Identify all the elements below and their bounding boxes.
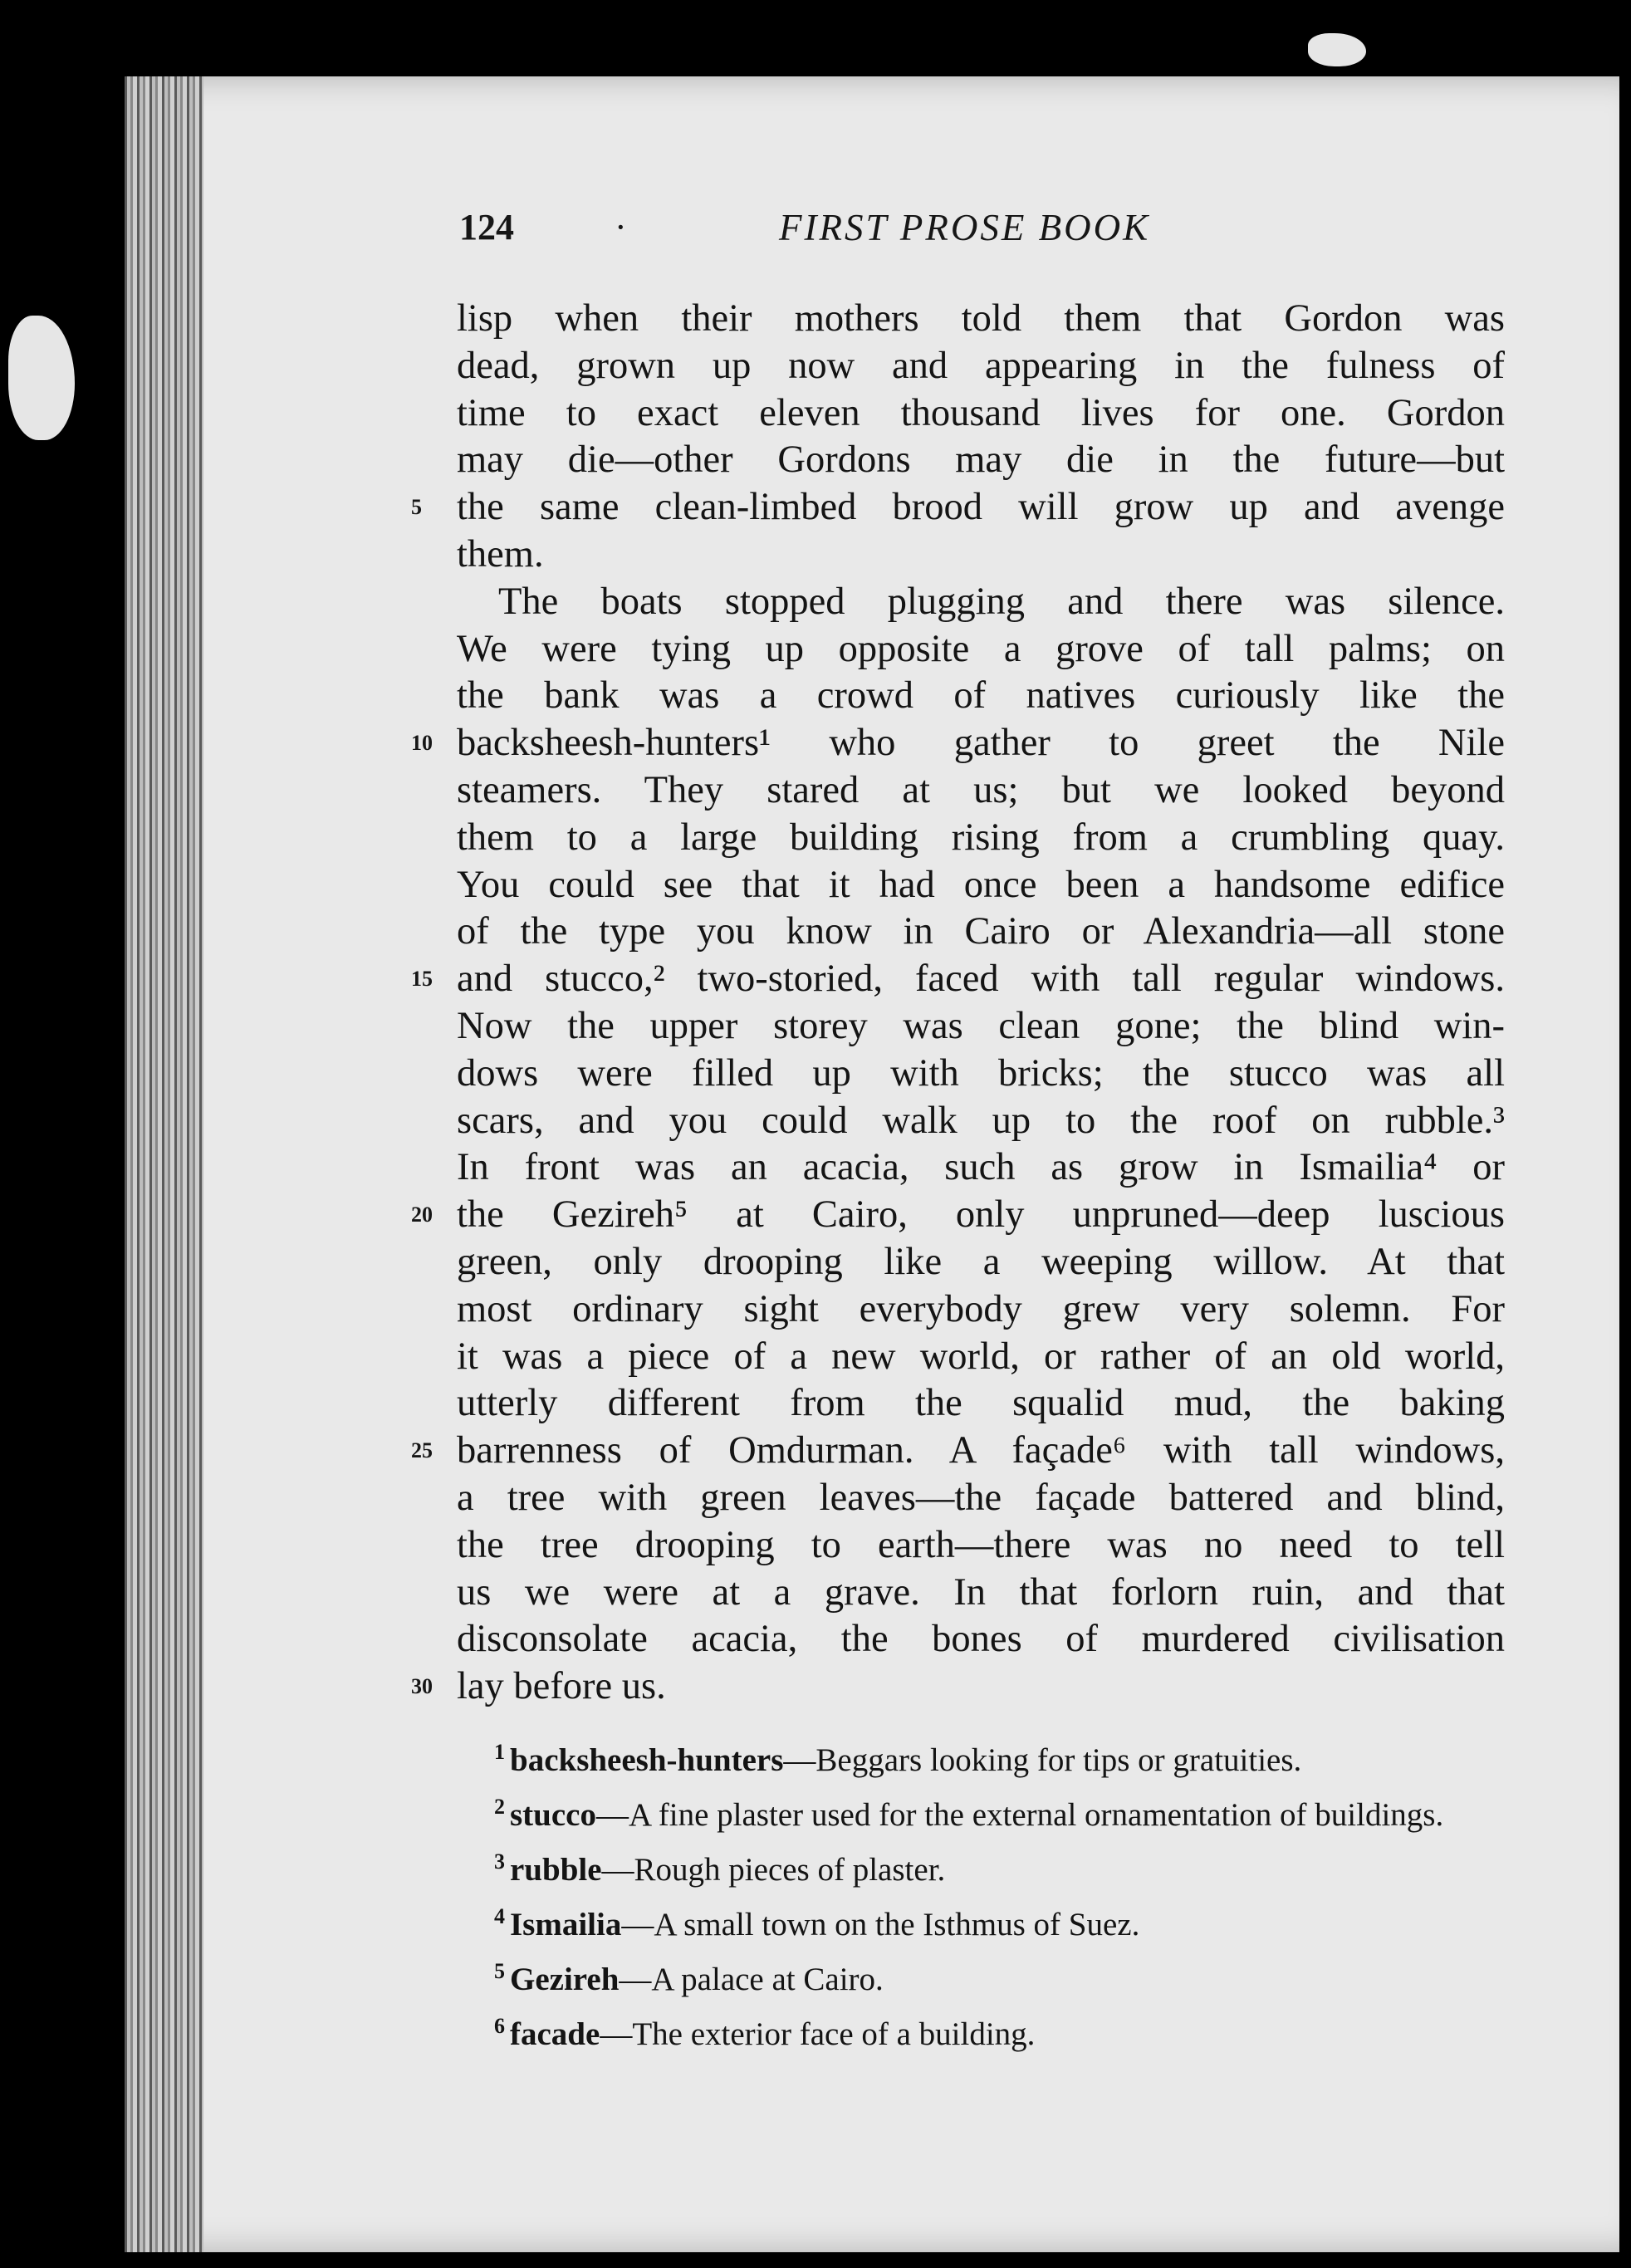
text-line <box>457 390 1505 438</box>
footnote <box>457 1736 1505 1777</box>
text-line <box>457 909 1505 956</box>
footnote-number: 4 <box>494 1904 505 1928</box>
text-line <box>457 1098 1505 1145</box>
text-line <box>457 343 1505 390</box>
line-text: the bank was a crowd of natives curiously like the <box>457 674 1505 718</box>
footnote-text: —Rough pieces of plaster. <box>601 1852 946 1888</box>
footnote <box>457 1955 1505 1996</box>
line-text: and stucco,² two-storied, faced with tall regular windows. <box>457 958 1505 1001</box>
text-line <box>411 956 1505 1003</box>
footnote <box>457 2010 1505 2051</box>
footnote-number: 1 <box>494 1740 505 1764</box>
line-text: disconsolate acacia, the bones of murdered civilisation <box>457 1618 1505 1661</box>
line-text: The boats stopped plugging and there was silence. <box>498 580 1505 623</box>
footnote-term: Gezireh <box>510 1962 620 1997</box>
footnote <box>457 1900 1505 1942</box>
line-number: 20 <box>411 1203 433 1227</box>
line-text: it was a piece of a new world, or rather of an old world, <box>457 1335 1505 1378</box>
text-line <box>457 1239 1505 1286</box>
text-line <box>411 1663 1505 1711</box>
footnotes <box>457 1736 1505 2065</box>
footnote-text: —A palace at Cairo. <box>619 1962 884 1997</box>
text-line <box>411 484 1505 531</box>
footnote-number: 6 <box>494 2014 505 2038</box>
text-line <box>457 673 1505 720</box>
footnote-term: facade <box>510 2016 600 2052</box>
text-line <box>457 1616 1505 1663</box>
line-text: backsheesh-hunters¹ who gather to greet the Nile <box>457 722 1505 765</box>
line-text: may die—other Gordons may die in the future—but <box>457 438 1505 482</box>
line-text: us we were at a grave. In that forlorn ruin, and that <box>457 1570 1505 1614</box>
text-line <box>457 1286 1505 1334</box>
line-text: lisp when their mothers told them that Gordon was <box>457 297 1505 340</box>
paper-fleck <box>1308 33 1366 66</box>
line-text: the Gezireh⁵ at Cairo, only unpruned—deep luscious <box>457 1193 1505 1237</box>
line-text: dead, grown up now and appearing in the fulness of <box>457 344 1505 387</box>
text-line <box>457 1475 1505 1522</box>
line-text: barrenness of Omdurman. A façade⁶ with tall windows, <box>457 1429 1505 1472</box>
line-text: of the type you know in Cairo or Alexandria—all stone <box>457 910 1505 953</box>
line-text: most ordinary sight everybody grew very solemn. For <box>457 1287 1505 1330</box>
page-gutter-edge <box>125 76 203 2252</box>
page-header <box>459 206 1506 264</box>
header-dot: · <box>615 207 627 247</box>
text-line <box>457 862 1505 909</box>
line-text: lay before us. <box>457 1665 666 1708</box>
footnote-term: rubble <box>510 1852 602 1888</box>
footnote-text: —The exterior face of a building. <box>600 2016 1036 2052</box>
line-text: We were tying up opposite a grove of tall palms; on <box>457 627 1505 670</box>
line-text: You could see that it had once been a handsome edifice <box>457 863 1505 906</box>
text-line <box>457 1144 1505 1192</box>
text-line <box>457 296 1505 343</box>
text-line <box>457 767 1505 815</box>
text-line <box>411 1428 1505 1475</box>
body-text <box>411 296 1505 1711</box>
text-line <box>457 1051 1505 1098</box>
text-line <box>457 815 1505 862</box>
line-text: a tree with green leaves—the façade battered and blind, <box>457 1476 1505 1519</box>
text-line <box>457 626 1505 674</box>
footnote-text: —A small town on the Isthmus of Suez. <box>621 1907 1140 1942</box>
line-text: the same clean-limbed brood will grow up and avenge <box>457 486 1505 529</box>
text-line <box>457 579 1505 626</box>
line-text: scars, and you could walk up to the roof on rubble.³ <box>457 1099 1505 1142</box>
line-text: the tree drooping to earth—there was no need to tell <box>457 1523 1505 1566</box>
line-text: Now the upper storey was clean gone; the blind win- <box>457 1004 1505 1047</box>
line-number: 5 <box>411 495 422 520</box>
footnote-number: 2 <box>494 1795 505 1819</box>
text-line <box>457 437 1505 484</box>
text-line <box>457 1003 1505 1051</box>
line-number: 10 <box>411 731 433 756</box>
line-text: time to exact eleven thousand lives for one. Gordon <box>457 391 1505 434</box>
line-number: 25 <box>411 1438 433 1463</box>
text-line <box>457 531 1505 579</box>
text-line <box>457 1334 1505 1381</box>
text-line <box>411 720 1505 767</box>
running-title: FIRST PROSE BOOK <box>779 207 1151 248</box>
page-number: 124 <box>459 207 514 247</box>
footnote-text: —A fine plaster used for the external ornamentation of buildings. <box>595 1797 1444 1833</box>
text-line <box>457 1380 1505 1428</box>
line-text: steamers. They stared at us; but we looked beyond <box>457 768 1505 811</box>
line-number: 30 <box>411 1674 433 1699</box>
footnote-text: —Beggars looking for tips or gratuities. <box>783 1742 1302 1778</box>
footnote-term: Ismailia <box>510 1907 622 1942</box>
line-text: them to a large building rising from a crumbling quay. <box>457 816 1505 859</box>
line-text: utterly different from the squalid mud, the baking <box>457 1382 1505 1425</box>
footnote-number: 5 <box>494 1959 505 1983</box>
footnote <box>457 1790 1505 1832</box>
footnote-term: backsheesh-hunters <box>510 1742 784 1778</box>
line-text: dows were filled up with bricks; the stucco was all <box>457 1051 1505 1095</box>
text-line <box>457 1570 1505 1617</box>
line-text: green, only drooping like a weeping willow. At that <box>457 1240 1505 1283</box>
footnote <box>457 1845 1505 1887</box>
line-number: 15 <box>411 967 433 992</box>
text-line <box>411 1192 1505 1239</box>
footnote-number: 3 <box>494 1849 505 1874</box>
text-line <box>457 1522 1505 1570</box>
line-text: In front was an acacia, such as grow in Ismailia⁴ or <box>457 1146 1505 1189</box>
line-text: them. <box>457 532 544 576</box>
footnote-term: stucco <box>510 1797 596 1833</box>
